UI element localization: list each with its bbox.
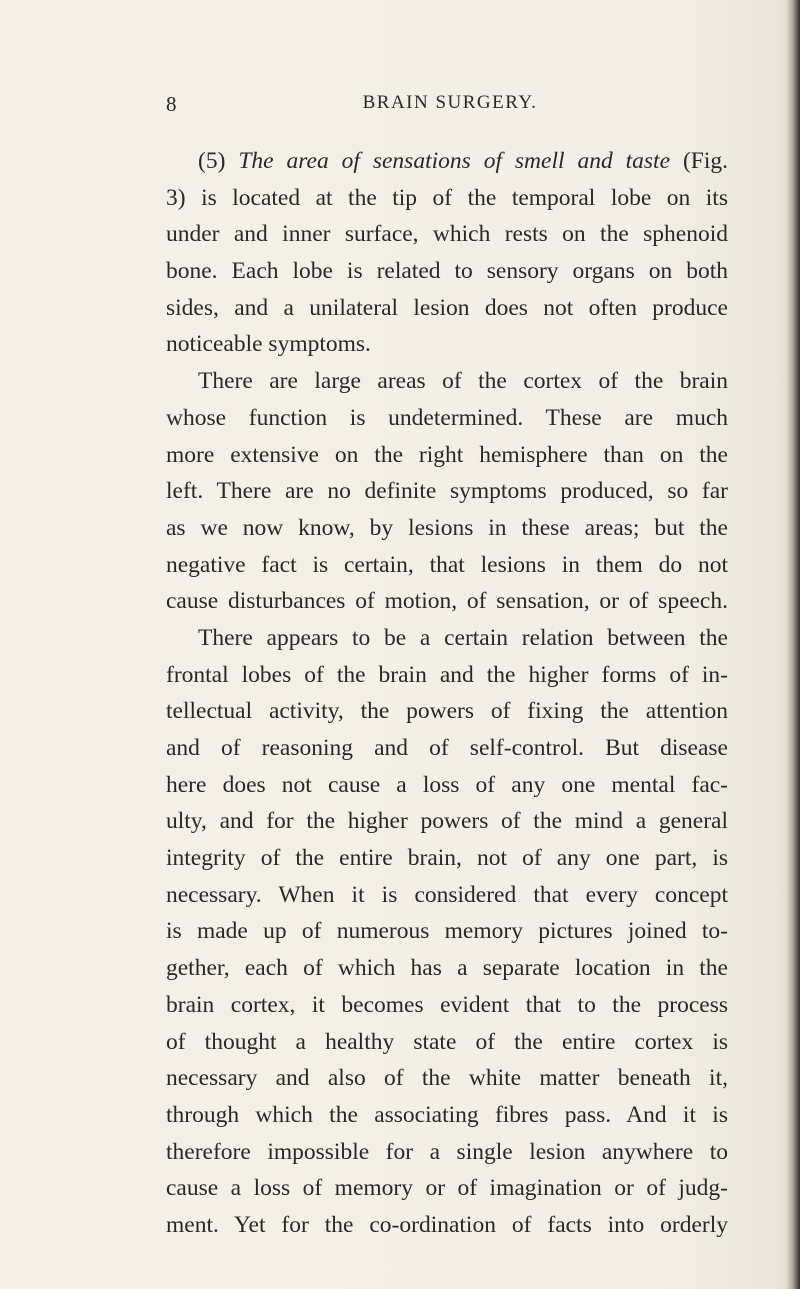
text-line: 3) is located at the tip of the temporal lobe on its [166, 184, 728, 211]
text-line: negative fact is certain, that lesions in them do not [166, 551, 728, 578]
text-line: through which the associating fibres pass. And it is [166, 1101, 728, 1128]
text-line: necessary and also of the white matter beneath it, [166, 1065, 728, 1092]
text-line: more extensive on the right hemisphere than on the [166, 441, 728, 468]
text-line: and of reasoning and of self-control. But disease [166, 735, 728, 761]
text-line: necessary. When it is considered that every concept [166, 881, 728, 908]
text-line: integrity of the entire brain, not of any one part, is [166, 845, 728, 872]
page-number: 8 [166, 92, 178, 116]
text-line: cause a loss of memory or of imagination or of judg- [166, 1175, 728, 1202]
page-header [166, 92, 726, 122]
text-line: frontal lobes of the brain and the higher forms of in- [166, 661, 728, 688]
text-line: here does not cause a loss of any one mental fac- [166, 771, 728, 798]
text-line: (5) The area of sensations of smell and taste (Fig. [198, 148, 728, 174]
text-line: There are large areas of the cortex of the brain [198, 368, 728, 395]
text-line: bone. Each lobe is related to sensory organs on both [166, 258, 728, 285]
running-head: BRAIN SURGERY. [362, 92, 538, 113]
text-line: left. There are no definite symptoms produced, so far [166, 478, 728, 505]
text-line: sides, and a unilateral lesion does not often produce [166, 294, 728, 321]
text-line: as we now know, by lesions in these areas; but the [166, 514, 728, 541]
page-edge-shadow [786, 0, 800, 1289]
text-line: noticeable symptoms. [166, 331, 371, 358]
section-heading-italic: The area of sensations of smell and taste [238, 148, 671, 174]
text-line: gether, each of which has a separate location in the [166, 955, 728, 982]
text-line: whose function is undetermined. These are much [166, 404, 728, 431]
text-line: There appears to be a certain relation between the [198, 624, 728, 651]
text-line: brain cortex, it becomes evident that to the process [166, 991, 728, 1018]
text-line: cause disturbances of motion, of sensation, or of speech. [166, 588, 728, 615]
text-line: of thought a healthy state of the entire cortex is [166, 1028, 728, 1055]
text-line: therefore impossible for a single lesion anywhere to [166, 1138, 728, 1165]
text-line: is made up of numerous memory pictures joined to- [166, 918, 728, 945]
text-line: ulty, and for the higher powers of the mind a general [166, 808, 728, 835]
text-line: tellectual activity, the powers of fixing the attention [166, 698, 728, 725]
text-line: ment. Yet for the co-ordination of facts into orderly [166, 1211, 728, 1238]
body-text [166, 143, 728, 1244]
text-line: under and inner surface, which rests on the sphenoid [166, 221, 728, 248]
